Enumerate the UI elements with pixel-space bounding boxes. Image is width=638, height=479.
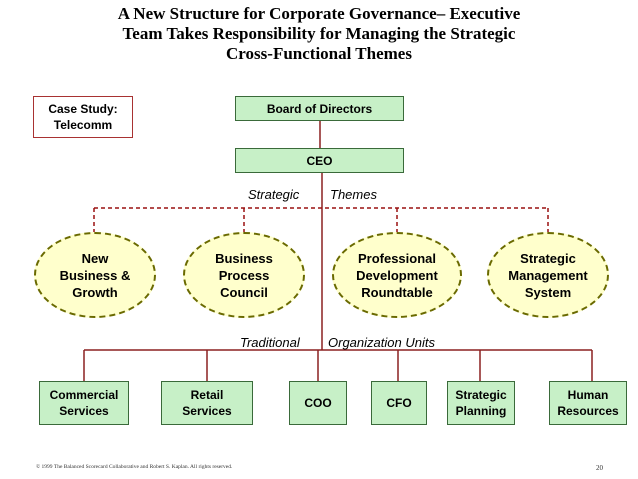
unit-strategic-planning: Strategic Planning — [447, 381, 515, 425]
unit-cfo: CFO — [371, 381, 427, 425]
unit-coo: COO — [289, 381, 347, 425]
slide-title: A New Structure for Corporate Governance– Executive Team Takes Responsibility for Managing the Strategic Cross-Functional Themes — [117, 4, 521, 63]
ceo-box: CEO — [235, 148, 404, 173]
page-number: 20 — [596, 464, 603, 472]
case-study-box: Case Study: Telecomm — [33, 96, 133, 138]
theme-business-process-council: Business Process Council — [183, 232, 305, 318]
unit-retail-services: Retail Services — [161, 381, 253, 425]
unit-commercial-services: Commercial Services — [39, 381, 129, 425]
theme-new-business-growth: New Business & Growth — [34, 232, 156, 318]
strategic-label: Strategic — [248, 187, 300, 202]
organization-units-label: Organization Units — [328, 335, 435, 350]
theme-strategic-management-system: Strategic Management System — [487, 232, 609, 318]
copyright-footer: © 1999 The Balanced Scorecard Collaborative and Robert S. Kaplan. All rights reserved. — [36, 464, 233, 470]
themes-label: Themes — [330, 187, 377, 202]
unit-human-resources: Human Resources — [549, 381, 627, 425]
theme-professional-development-roundtable: Professional Development Roundtable — [332, 232, 462, 318]
traditional-label: Traditional — [240, 335, 300, 350]
board-of-directors-box: Board of Directors — [235, 96, 404, 121]
